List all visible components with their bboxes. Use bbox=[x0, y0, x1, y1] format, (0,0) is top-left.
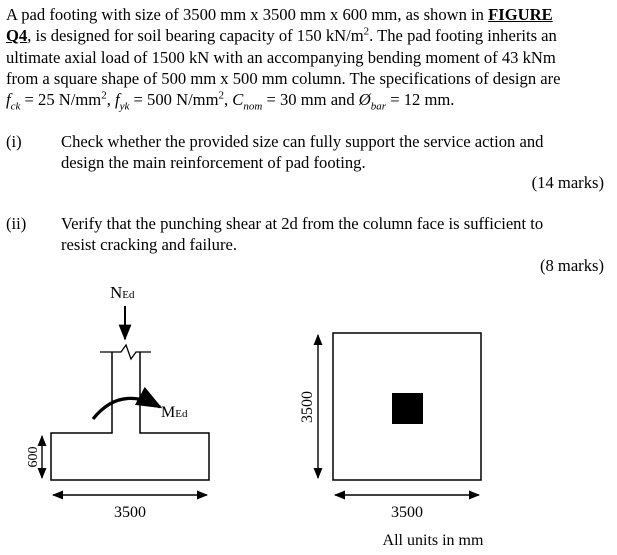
fyk-subscript: yk bbox=[119, 100, 130, 113]
statement-line-3: ultimate axial load of 1500 kN with an accompanying bending moment of 43 kNm bbox=[6, 47, 556, 67]
superscript: 2 bbox=[101, 89, 107, 102]
question-text-line: design the main reinforcement of pad footing. bbox=[61, 153, 366, 173]
width-dimension-label: 3500 bbox=[114, 504, 146, 521]
cnom-value: = 30 mm and bbox=[262, 90, 359, 110]
elevation-view bbox=[26, 283, 209, 521]
question-text-line: Check whether the provided size can fully support the service action and bbox=[61, 132, 544, 151]
cnom-subscript: nom bbox=[243, 100, 263, 113]
bar-subscript: bar bbox=[370, 100, 387, 113]
plan-width-dimension-label: 3500 bbox=[391, 504, 423, 521]
question-text-line: resist cracking and failure. bbox=[61, 235, 238, 255]
question-text-line: Verify that the punching shear at 2d from the column face is sufficient to bbox=[61, 214, 544, 233]
moment-arrow bbox=[93, 398, 160, 419]
depth-dimension-label: 600 bbox=[26, 446, 41, 468]
question-number: (i) bbox=[6, 132, 22, 151]
figure-reference-number: Q4 bbox=[6, 26, 28, 46]
statement-text: . The pad footing inherits an bbox=[369, 26, 557, 46]
separator: , bbox=[106, 90, 115, 110]
column-break-line bbox=[100, 345, 151, 359]
statement-line-4: from a square shape of 500 mm x 500 mm column. The specifications of design are bbox=[6, 68, 561, 88]
figure-reference: FIGURE bbox=[488, 5, 553, 24]
moment-label: MEd bbox=[161, 404, 188, 421]
fyk-value: = 500 N/mm bbox=[129, 90, 219, 110]
plan-view bbox=[299, 333, 484, 549]
column-plan-square bbox=[392, 393, 423, 424]
statement-text: A pad footing with size of 3500 mm x 3500 mm x 600 mm, as shown in bbox=[6, 5, 489, 24]
question-marks: (8 marks) bbox=[539, 256, 604, 275]
plan-height-dimension-label: 3500 bbox=[299, 391, 316, 423]
superscript: 2 bbox=[363, 25, 370, 38]
bar-diameter-value: = 12 mm. bbox=[386, 90, 455, 110]
fck-value: = 25 N/mm bbox=[20, 90, 102, 110]
separator: , bbox=[224, 90, 233, 110]
bar-diameter-symbol: Ø bbox=[358, 90, 371, 110]
statement-text: , is designed for soil bearing capacity of 150 kN/m bbox=[27, 26, 364, 46]
axial-load-label: NEd bbox=[110, 283, 135, 302]
question-marks: (14 marks) bbox=[531, 173, 604, 192]
cnom-symbol: C bbox=[232, 90, 244, 110]
units-note: All units in mm bbox=[382, 532, 484, 549]
superscript: 2 bbox=[218, 89, 224, 102]
fck-subscript: ck bbox=[10, 100, 21, 113]
fck-symbol: f bbox=[6, 90, 11, 110]
question-number: (ii) bbox=[6, 214, 27, 233]
fyk-symbol: f bbox=[115, 90, 120, 110]
